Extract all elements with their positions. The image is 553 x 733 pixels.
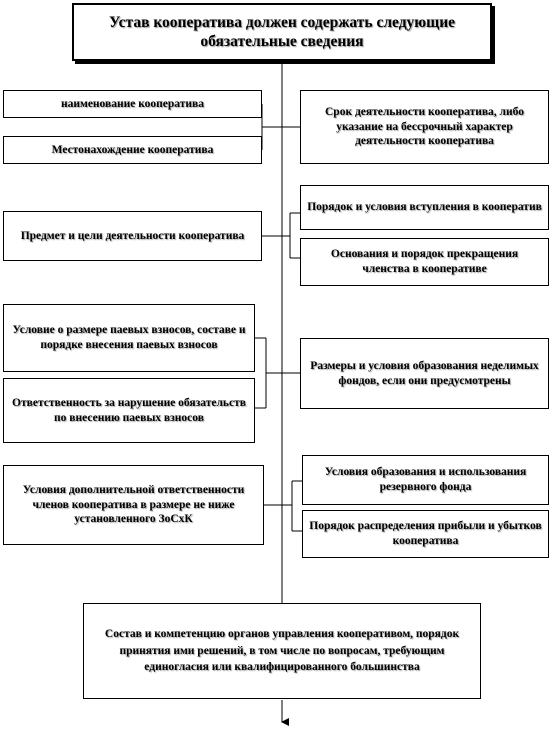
box-termination	[300, 238, 549, 286]
box-reserve	[302, 455, 549, 505]
box-reserve-text: Условия образования и использования резервного фонда	[324, 466, 527, 493]
box-funds-text: Размеры и условия образования неделимых фондов, если они предусмотрены	[310, 359, 539, 387]
box-share-fees	[3, 304, 255, 372]
box-termination-text: Основания и порядок прекращения членства в кооперативе	[330, 248, 519, 275]
box-subject	[3, 211, 262, 261]
box-profit-text: Порядок распределения прибыли и убытков кооператива	[309, 520, 542, 547]
title-text: Устав кооператива должен содержать следующие обязательные сведения	[108, 13, 456, 50]
box-governance	[83, 603, 481, 699]
box-name-text: наименование кооператива	[60, 97, 204, 110]
box-term	[300, 90, 549, 164]
box-governance-text: Состав и компетенцию органов управления кооперативом, порядок принятия ими решений, в том числе по вопросам, требующим единогласия или квалифицированного большинства	[104, 627, 460, 674]
box-location-text: Местонахождение кооператива	[51, 143, 214, 156]
box-term-text: Срок деятельности кооператива, либо указание на бессрочный характер деятельности кооператива	[325, 105, 524, 148]
box-location	[3, 136, 262, 164]
box-admission	[300, 185, 549, 230]
title-box	[72, 3, 492, 61]
box-name	[3, 90, 262, 118]
box-liability-text: Ответственность за нарушение обязательств по внесению паевых взносов	[12, 396, 246, 424]
box-profit	[302, 510, 549, 558]
box-share-fees-text: Условие о размере паевых взносов, составе и порядке внесения паевых взносов	[12, 324, 246, 351]
box-extra-liability-text: Условия дополнительной ответственности членов кооператива в размере не ниже установленного ЗоСхК	[22, 483, 245, 526]
box-funds	[300, 338, 549, 409]
box-liability	[3, 378, 255, 443]
box-admission-text: Порядок и условия вступления в кооператив	[307, 201, 542, 214]
box-subject-text: Предмет и цели деятельности кооператива	[20, 229, 245, 242]
box-extra-liability	[3, 465, 264, 545]
